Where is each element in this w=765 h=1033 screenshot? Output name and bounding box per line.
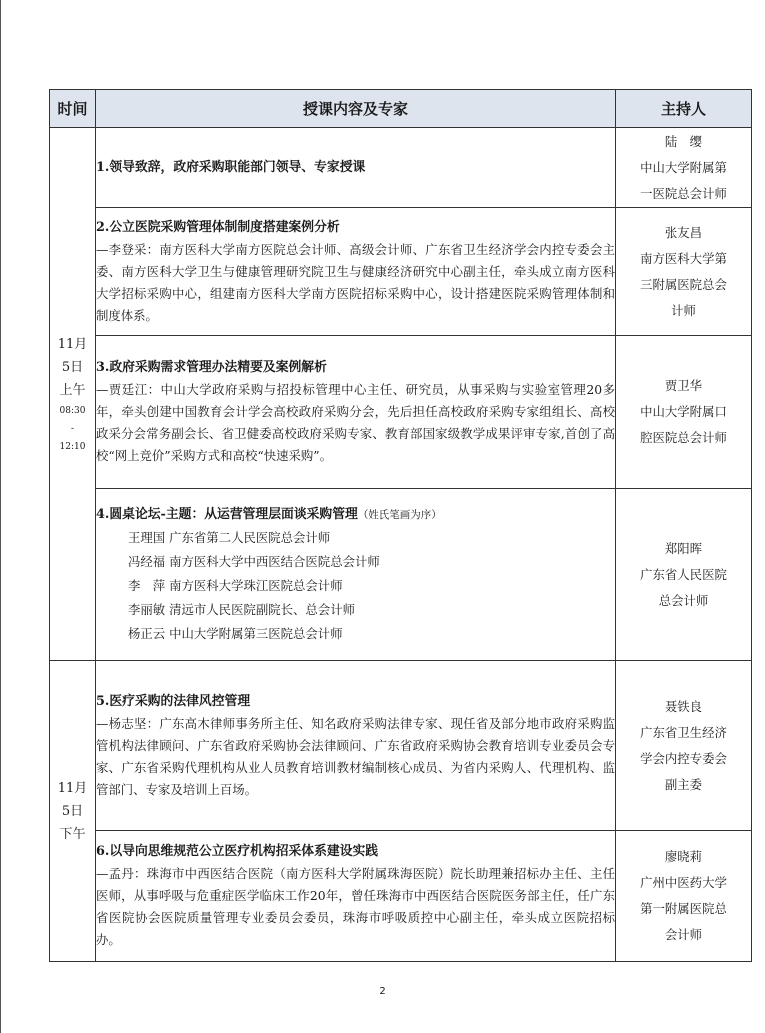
session-date: 11月 xyxy=(57,780,88,796)
item-4-title: 4.圆桌论坛-主题：从运营管理层面谈采购管理 xyxy=(96,507,358,522)
item-1-content xyxy=(96,128,616,208)
host-line: 广东省人民医院 xyxy=(640,566,727,582)
host-line: 廖晓莉 xyxy=(664,849,703,864)
host-line: 一医院总会计师 xyxy=(640,185,727,201)
panelist: 冯经福 南方医科大学中西医结合医院总会计师 xyxy=(128,554,380,569)
session-morning-time xyxy=(50,128,96,661)
item-2-host xyxy=(616,208,752,336)
host-line: 南方医科大学第 xyxy=(640,250,727,266)
host-line: 会计师 xyxy=(664,927,703,942)
item-6-host xyxy=(616,831,752,962)
item-1-host xyxy=(616,128,752,208)
host-line: 副主委 xyxy=(664,776,703,792)
session-period: 下午 xyxy=(59,826,86,842)
item-5-title: 5.医疗采购的法律风控管理 xyxy=(96,693,251,709)
host-line: 贾卫华 xyxy=(664,378,703,393)
host-line: 广东省卫生经济 xyxy=(640,724,727,740)
table-row xyxy=(50,128,752,208)
header-content: 授课内容及专家 xyxy=(96,90,616,128)
item-2-desc: —李登采：南方医科大学南方医院总会计师、高级会计师、广东省卫生经济学会内控专委会主委、南方医科大学卫生与健康管理研究院卫生与健康经济研究中心副主任，牵头成立南方医科大学招标采购中心，组建南方医科大学南方医院招标采购中心，设计搭建医院采购管理体制和制度体系。 xyxy=(96,241,615,323)
host-line: 腔医院总会计师 xyxy=(640,430,727,445)
panelist: 李丽敏 清远市人民医院副院长、总会计师 xyxy=(128,602,355,617)
host-line: 第一附属医院总 xyxy=(640,901,727,916)
host-line: 聂铁良 xyxy=(664,698,703,714)
schedule-table xyxy=(49,89,752,962)
page-number: 2 xyxy=(379,986,386,997)
host-line: 学会内控专委会 xyxy=(640,750,727,766)
item-5-desc: —杨志坚：广东高木律师事务所主任、知名政府采购法律专家、现任省及部分地市政府采购监管机构法律顾问、广东省政府采购协会法律顾问、广东省政府采购协会教育培训专业委员会专家、广东省采购代理机构从业人员教育培训教材编制核心成员、为省内采购人、代理机构、监管部门、专家及培训上百场。 xyxy=(96,715,615,797)
host-line: 三附属医院总会 xyxy=(640,276,727,292)
page-left-edge xyxy=(0,0,1,1033)
session-day: 5日 xyxy=(61,359,84,375)
host-line: 计师 xyxy=(671,302,696,318)
table-row xyxy=(50,208,752,336)
header-time: 时间 xyxy=(50,90,96,128)
host-line: 广州中医药大学 xyxy=(640,875,727,890)
host-line: 张友昌 xyxy=(664,224,703,240)
panelist: 杨正云 中山大学附属第三医院总会计师 xyxy=(128,626,343,641)
session-date: 11月 xyxy=(57,336,88,352)
item-4-note: （姓氏笔画为序） xyxy=(357,509,442,521)
item-3-content xyxy=(96,336,616,489)
host-line: 总会计师 xyxy=(658,592,709,608)
host-line: 中山大学附属口 xyxy=(640,404,727,419)
table-row xyxy=(50,336,752,489)
session-period: 上午 xyxy=(59,382,86,398)
table-row xyxy=(50,661,752,831)
item-5-content xyxy=(96,661,616,831)
session-end: 12:10 xyxy=(59,441,86,452)
item-1-title: 1.领导致辞，政府采购职能部门领导、专家授课 xyxy=(96,159,366,175)
session-sep: - xyxy=(70,423,75,434)
item-3-host xyxy=(616,336,752,489)
session-afternoon-time xyxy=(50,661,96,962)
item-2-title: 2.公立医院采购管理体制制度搭建案例分析 xyxy=(96,219,340,235)
panelist: 王理国 广东省第二人民医院总会计师 xyxy=(128,530,331,545)
item-2-content xyxy=(96,208,616,336)
table-row xyxy=(50,831,752,962)
item-4-content xyxy=(96,489,616,661)
item-6-title: 6.以导向思维规范公立医疗机构招采体系建设实践 xyxy=(96,844,379,859)
host-line: 陆 缨 xyxy=(664,133,703,149)
host-line: 郑阳晖 xyxy=(664,540,703,556)
header-host: 主持人 xyxy=(616,90,752,128)
session-start: 08:30 xyxy=(59,405,86,416)
item-3-title: 3.政府采购需求管理办法精要及案例解析 xyxy=(96,360,327,375)
table-header-row xyxy=(50,90,752,128)
host-line: 中山大学附属第 xyxy=(640,159,727,175)
table-row xyxy=(50,489,752,661)
session-day: 5日 xyxy=(61,803,84,819)
item-5-host xyxy=(616,661,752,831)
item-3-desc: —贾廷江：中山大学政府采购与招投标管理中心主任、研究员，从事采购与实验室管理20多年，牵头创建中国教育会计学会高校政府采购分会，先后担任高校政府采购专家组组长、高校政采分会常务副会长、省卫健委高校政府采购专家、教育部国家级教学成果评审专家,首创了高校“网上竞价”采购方式和高校“快速采购”。 xyxy=(96,382,615,463)
item-6-desc: —孟丹：珠海市中西医结合医院（南方医科大学附属珠海医院）院长助理兼招标办主任、主任医师，从事呼吸与危重症医学临床工作20年，曾任珠海市中西医结合医院医务部主任，任广东省医院协会医院质量管理专业委员会委员，珠海市呼吸质控中心副主任，牵头成立医院招标办。 xyxy=(96,866,615,947)
item-6-content xyxy=(96,831,616,962)
item-4-host xyxy=(616,489,752,661)
panelist: 李 萍 南方医科大学珠江医院总会计师 xyxy=(128,578,343,593)
